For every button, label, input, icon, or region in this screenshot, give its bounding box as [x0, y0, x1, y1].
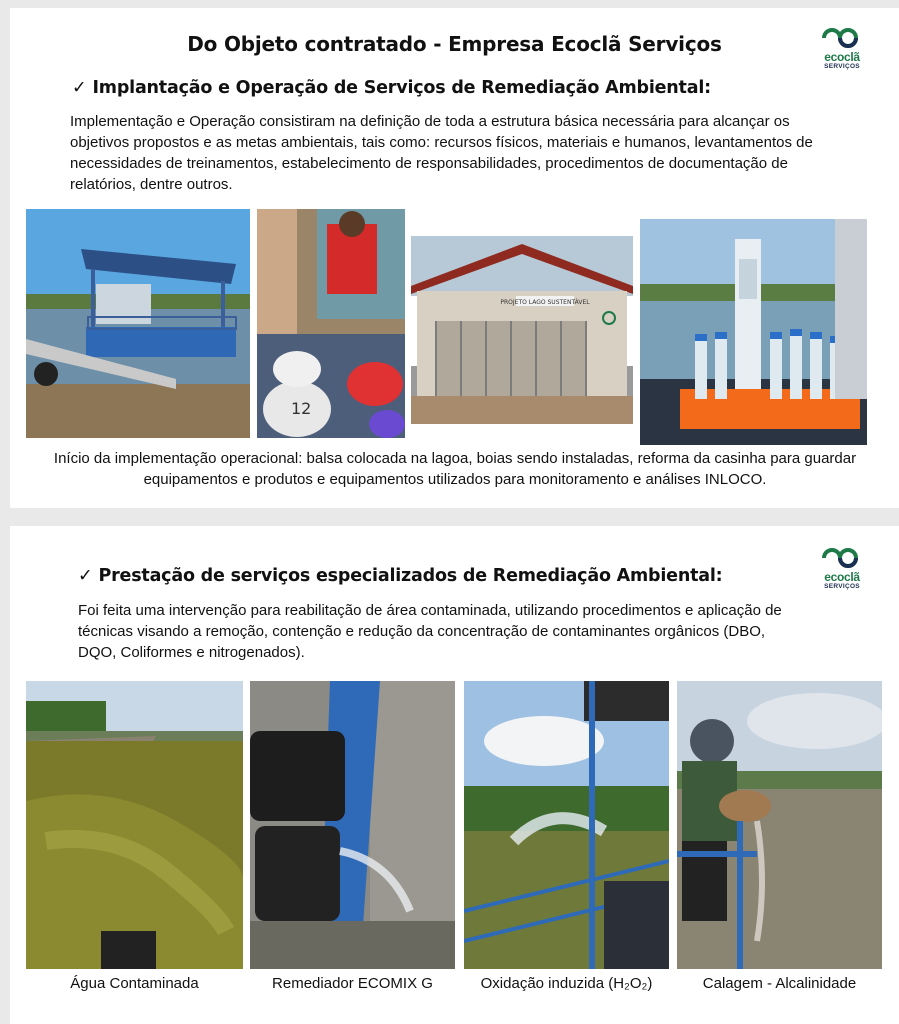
caption-agua: Água Contaminada — [70, 975, 199, 992]
caption-calagem: Calagem - Alcalinidade — [702, 975, 857, 992]
logo-word: ecoclã — [824, 50, 860, 64]
logo-mark-icon — [816, 24, 868, 52]
intro-paragraph: Foi feita uma intervenção para reabilitação de área contaminada, utilizando procedimentos e aplicação de técnicas visando a remoção, contenção e redução da concentração de contaminantes orgânicos (DBO, DQO, Coliformes e nitrogenados). — [78, 602, 782, 661]
photo-calagem — [677, 681, 882, 969]
logo-word: ecoclã — [824, 570, 860, 584]
section-heading — [78, 566, 722, 586]
logo-mark-icon — [816, 544, 868, 572]
photo-contaminated-water — [26, 681, 243, 969]
photo-remediador — [250, 681, 455, 969]
photo-oxidacao — [464, 681, 669, 969]
heading-text: Implantação e Operação de Serviços de Remediação Ambiental: — [92, 78, 711, 98]
logo-sub: SERVIÇOS — [824, 583, 860, 590]
logo-sub: SERVIÇOS — [824, 63, 860, 70]
caption-oxidacao: Oxidação induzida (H₂O₂) — [480, 975, 653, 992]
photos-caption: Início da implementação operacional: balsa colocada na lagoa, boias sendo instaladas, reforma da casinha para guardar equipamentos e produtos e equipamentos utilizados para monitoramento e análises INLOCO. — [53, 450, 857, 488]
photo-lab-tubes — [640, 219, 867, 445]
caption-remediador: Remediador ECOMIX G — [272, 975, 433, 992]
photo-buoys — [257, 209, 405, 438]
svg-text:12: 12 — [291, 399, 312, 418]
check-icon: ✓ — [78, 566, 93, 586]
slide-prestacao — [10, 526, 899, 1024]
photo-shed — [411, 236, 633, 424]
ecocla-logo — [816, 24, 876, 74]
heading-text: Prestação de serviços especializados de Remediação Ambiental: — [98, 566, 723, 586]
check-icon: ✓ — [72, 78, 87, 98]
svg-text:PROJETO LAGO SUSTENTÁVEL: PROJETO LAGO SUSTENTÁVEL — [500, 299, 590, 306]
photo-barge — [26, 209, 250, 438]
intro-paragraph: Implementação e Operação consistiram na definição de toda a estrutura básica necessária para alcançar os objetivos propostos e as metas ambientais, tais como: recursos físicos, materiais e humanos, levantamentos de necessidades de treinamentos, estabelecimento de responsabilidades, procedimentos de documentação de relatórios, dentre outros. — [70, 113, 813, 193]
slide-title: Do Objeto contratado - Empresa Ecoclã Serviços — [187, 32, 722, 56]
section-heading — [72, 78, 711, 98]
slide-implantacao — [10, 8, 899, 508]
ecocla-logo — [816, 544, 876, 594]
